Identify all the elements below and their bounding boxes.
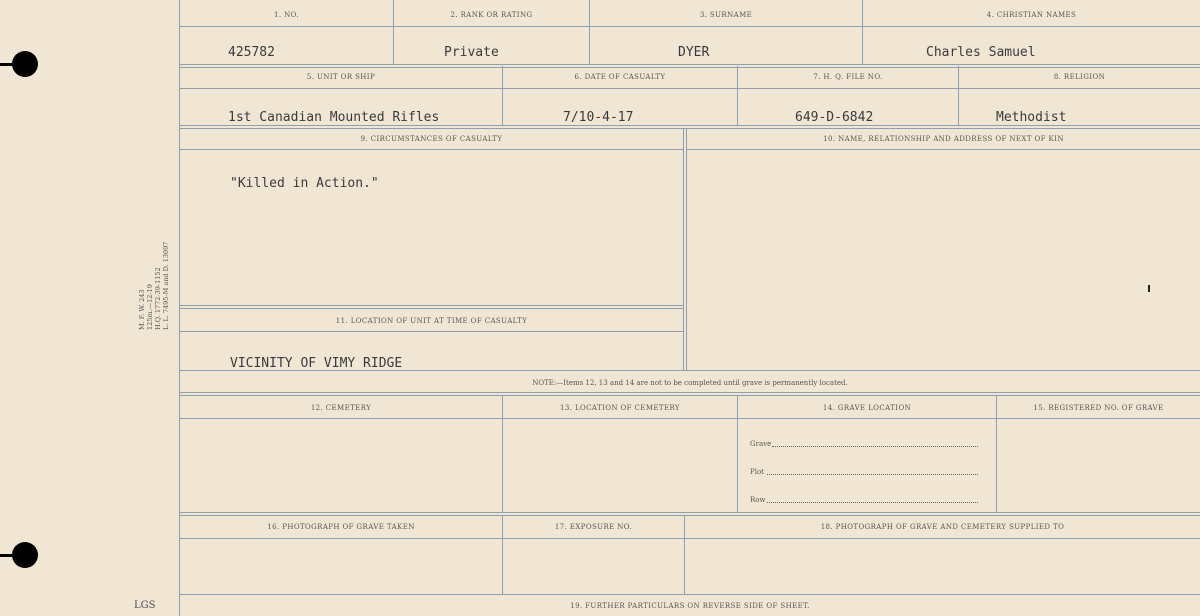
surname-value: DYER [678, 45, 710, 60]
hq-file-value: 649-D-6842 [795, 110, 874, 125]
rule [179, 64, 1200, 68]
row-field-label: Row [750, 496, 766, 504]
rule [179, 594, 1200, 595]
grave-field-label: Grave [750, 440, 772, 448]
rule [179, 512, 1200, 516]
rule [737, 396, 738, 513]
grave-dotted-line [772, 446, 978, 447]
header-christian: 4. CHRISTIAN NAMES [986, 11, 1077, 19]
religion-value: Methodist [996, 110, 1067, 125]
header-rank: 2. RANK OR RATING [450, 11, 533, 19]
rule [687, 149, 1200, 150]
header-photo-supplied: 18. PHOTOGRAPH OF GRAVE AND CEMETERY SUPPLIED TO [820, 523, 1065, 531]
rule [686, 128, 687, 370]
form-code-line3: H.Q. 1772-39-1152 [154, 267, 162, 330]
header-religion: 8. RELIGION [1053, 73, 1106, 81]
rule [179, 26, 1200, 27]
ink-mark [1148, 285, 1150, 292]
rule [393, 0, 394, 64]
header-cemetery: 12. CEMETERY [310, 404, 372, 412]
rule [502, 396, 503, 513]
form-code-line1: M. F. W. 243 [138, 289, 146, 330]
header-no: 1. NO. [274, 11, 299, 19]
plot-field-label: Plot [750, 468, 764, 476]
note-text: NOTE:—Items 12, 13 and 14 are not to be completed until grave is permanently located. [532, 379, 848, 387]
plot-dotted-line [767, 474, 978, 475]
date-value: 7/10-4-17 [563, 110, 634, 125]
header-photo-taken: 16. PHOTOGRAPH OF GRAVE TAKEN [267, 523, 415, 531]
header-next-of-kin: 10. NAME, RELATIONSHIP AND ADDRESS OF NEXT OF KIN [823, 135, 1064, 143]
rule [179, 538, 1200, 539]
header-registered-no: 15. REGISTERED NO. OF GRAVE [1033, 404, 1164, 412]
header-cemetery-location: 13. LOCATION OF CEMETERY [560, 404, 680, 412]
rule [179, 370, 1200, 371]
header-hq: 7. H. Q. FILE NO. [813, 73, 883, 81]
christian-names-value: Charles Samuel [926, 45, 1036, 60]
rule [179, 125, 1200, 129]
rule [179, 305, 684, 309]
form-code-line4: L. L. 7495-M and D. 13097 [162, 241, 170, 330]
rule [683, 128, 684, 370]
unit-value: 1st Canadian Mounted Rifles [228, 110, 440, 125]
header-circumstances: 9. CIRCUMSTANCES OF CASUALTY [360, 135, 503, 143]
rule [589, 0, 590, 64]
corner-mark: LGS [134, 600, 156, 611]
circumstances-value: "Killed in Action." [230, 176, 379, 191]
rule [179, 149, 684, 150]
row-dotted-line [767, 502, 978, 503]
form-code-line2: 125m.—12-19 [146, 284, 154, 330]
header-exposure: 17. EXPOSURE NO. [554, 523, 633, 531]
header-grave-location: 14. GRAVE LOCATION [822, 404, 912, 412]
rule [179, 418, 1200, 419]
header-location: 11. LOCATION OF UNIT AT TIME OF CASUALTY [335, 317, 528, 325]
rule [179, 88, 1200, 89]
service-number: 425782 [228, 45, 275, 60]
rule [996, 396, 997, 513]
header-surname: 3. SURNAME [699, 11, 753, 19]
rule [179, 392, 1200, 396]
rule [862, 0, 863, 64]
rank-value: Private [444, 45, 499, 60]
location-value: VICINITY OF VIMY RIDGE [230, 356, 403, 371]
header-unit: 5. UNIT OR SHIP [306, 73, 376, 81]
rule [179, 331, 684, 332]
header-date: 6. DATE OF CASUALTY [574, 73, 666, 81]
punch-hole-bar-bottom [0, 554, 30, 557]
footer-further-particulars: 19. FURTHER PARTICULARS ON REVERSE SIDE OF SHEET. [570, 602, 810, 610]
punch-hole-bar-top [0, 63, 30, 66]
